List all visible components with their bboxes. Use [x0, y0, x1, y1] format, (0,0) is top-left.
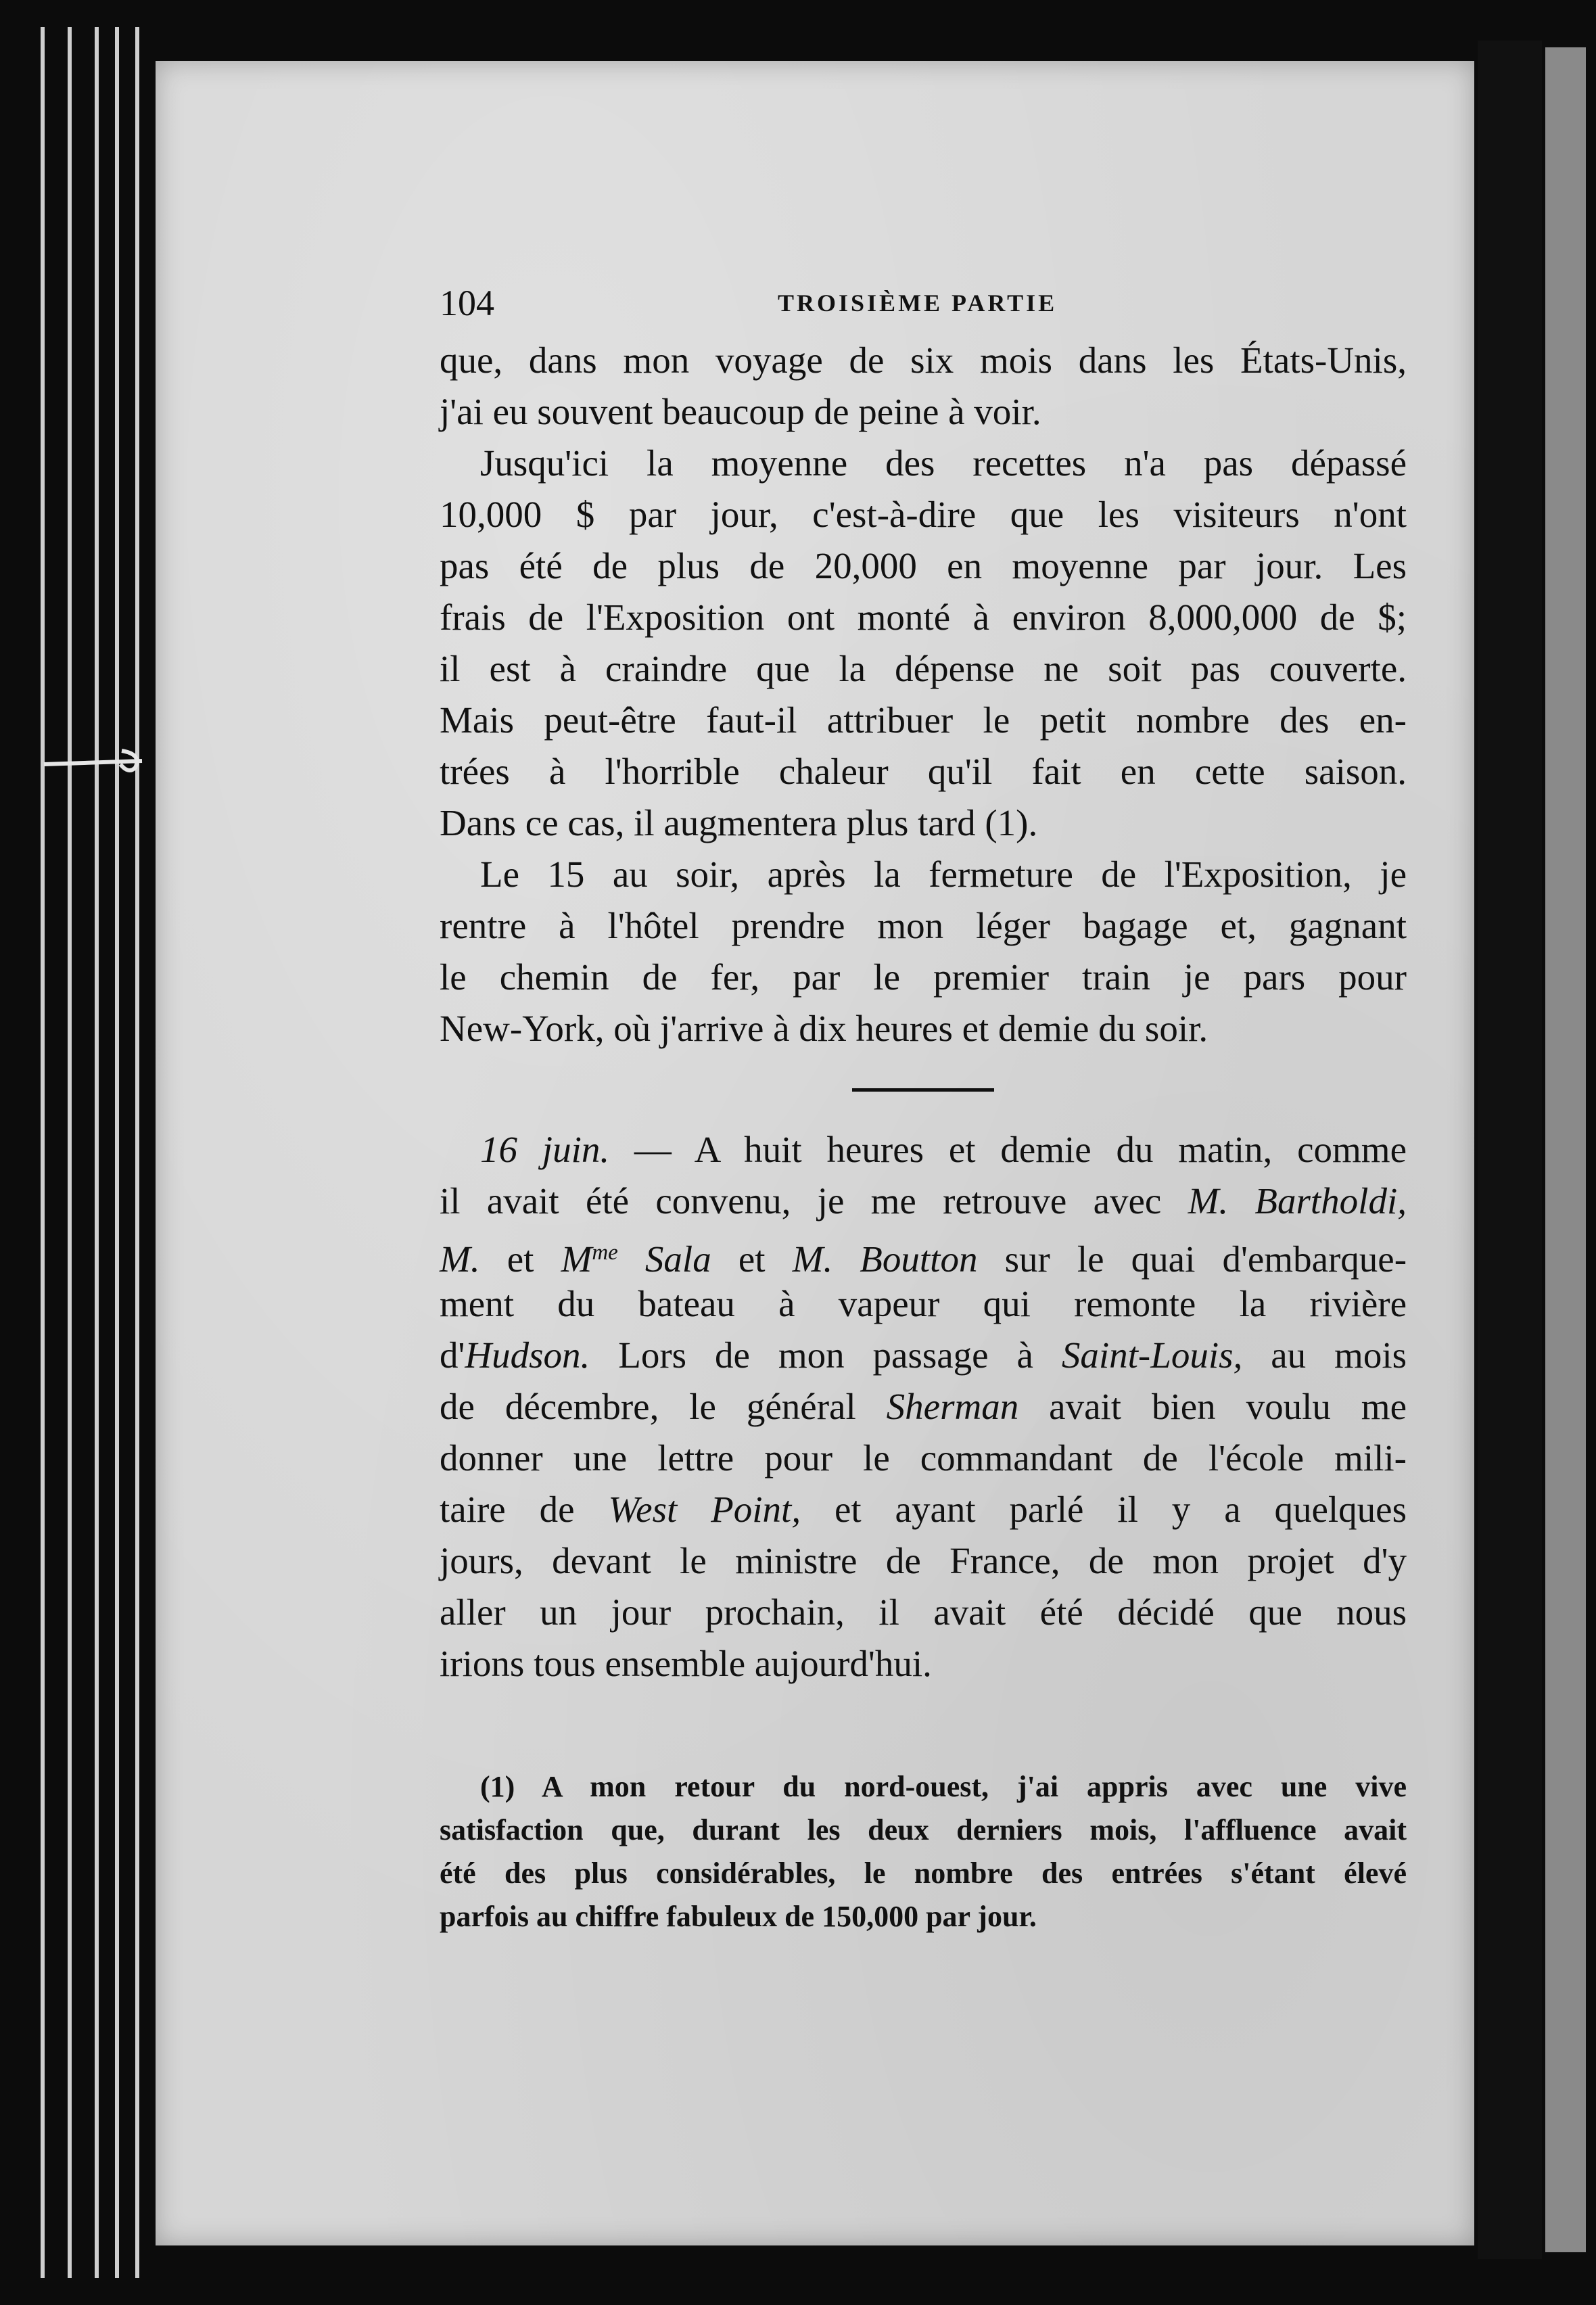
text-run: M: [561, 1238, 592, 1280]
place-name: Saint-Louis,: [1061, 1334, 1243, 1376]
page-body: [440, 335, 1407, 1690]
footnote-line: satisfaction que, durant les deux derniers mois, l'affluence avait: [440, 1813, 1407, 1846]
text-line: Mais peut-être faut-il attribuer le petit nombre des en-: [440, 699, 1407, 741]
footnote-line: été des plus considérables, le nombre des entrées s'étant élevé: [440, 1857, 1407, 1890]
text-line: aller un jour prochain, il avait été décidé que nous: [440, 1591, 1407, 1633]
text-line: [440, 1227, 1407, 1278]
page-edge: [41, 27, 45, 2278]
footnote-line: (1) A mon retour du nord-ouest, j'ai appris avec une vive: [480, 1770, 1407, 1803]
text-line: j'ai eu souvent beaucoup de peine à voir.: [440, 391, 1041, 432]
text-line: New-York, où j'arrive à dix heures et demie du soir.: [440, 1008, 1208, 1049]
footnote: [440, 1765, 1407, 1938]
text-run: taire de: [440, 1489, 575, 1530]
paragraph: [440, 438, 1407, 849]
text-run: Lors de mon passage à: [618, 1334, 1033, 1376]
text-run: sur le quai d'embarque-: [1004, 1238, 1407, 1280]
page-edge: [68, 27, 72, 2278]
text-line: pas été de plus de 20,000 en moyenne par jour. Les: [440, 545, 1407, 586]
text-line: rentre à l'hôtel prendre mon léger bagage et, gagnant: [440, 905, 1407, 946]
text-line: il est à craindre que la dépense ne soit pas couverte.: [440, 648, 1407, 689]
text-line: le chemin de fer, par le premier train je pars pour: [440, 956, 1407, 998]
page-edge: [135, 27, 139, 2278]
text-run: Sala: [644, 1238, 711, 1280]
text-run: d': [440, 1334, 465, 1376]
page-edge: [95, 27, 99, 2278]
text-run: — A huit heures et demie du matin, comme: [634, 1129, 1407, 1170]
text-line: [440, 1330, 1407, 1381]
text-line: irions tous ensemble aujourd'hui.: [440, 1643, 932, 1684]
text-run: au mois: [1271, 1334, 1407, 1376]
paragraph: [440, 1124, 1407, 1690]
facing-page-edge: [1545, 47, 1586, 2252]
text-line: Le 15 au soir, après la fermeture de l'Exposition, je: [480, 854, 1407, 895]
text-run: de décembre, le général: [440, 1386, 856, 1427]
place-name: West Point,: [608, 1489, 801, 1530]
text-line: [440, 1124, 1407, 1175]
paragraph: [440, 335, 1407, 438]
page-number: 104: [440, 283, 494, 323]
text-line: ment du bateau à vapeur qui remonte la rivière: [440, 1283, 1407, 1324]
text-line: que, dans mon voyage de six mois dans les États-Unis,: [440, 340, 1407, 381]
margin-pencil-mark: [41, 737, 149, 778]
superscript: me: [592, 1240, 618, 1265]
text-line: 10,000 $ par jour, c'est-à-dire que les visiteurs n'ont: [440, 494, 1407, 535]
page-header: [440, 283, 1407, 323]
text-line: Jusqu'ici la moyenne des recettes n'a pas dépassé: [480, 442, 1407, 484]
text-line: [440, 1381, 1407, 1433]
footnote-line: parfois au chiffre fabuleux de 150,000 par jour.: [440, 1900, 1037, 1933]
text-run: et: [738, 1238, 766, 1280]
paragraph: [440, 849, 1407, 1054]
text-line: Dans ce cas, il augmentera plus tard (1).: [440, 802, 1038, 843]
text-line: trées à l'horrible chaleur qu'il fait en cette saison.: [440, 751, 1407, 792]
text-line: jours, devant le ministre de France, de mon projet d'y: [440, 1540, 1407, 1581]
text-run: il avait été convenu, je me retrouve avec: [440, 1180, 1162, 1221]
person-name: Sherman: [886, 1386, 1019, 1427]
text-line: frais de l'Exposition ont monté à environ 8,000,000 de $;: [440, 597, 1407, 638]
page-edge: [115, 27, 119, 2278]
text-run: avait bien voulu me: [1049, 1386, 1407, 1427]
section-divider: [852, 1088, 994, 1092]
running-head: TROISIÈME PARTIE: [778, 289, 1058, 317]
person-name: M. Boutton: [792, 1238, 978, 1280]
text-line: donner une lettre pour le commandant de l'école mili-: [440, 1437, 1407, 1479]
place-name: Hudson.: [465, 1334, 590, 1376]
text-line: [440, 1484, 1407, 1535]
text-run: et ayant parlé il y a quelques: [834, 1489, 1407, 1530]
date-label: 16 juin.: [480, 1129, 610, 1170]
person-name: [561, 1238, 711, 1280]
text-line: [440, 1175, 1407, 1227]
person-name: M.: [440, 1238, 480, 1280]
person-name: M. Bartholdi,: [1188, 1180, 1407, 1221]
text-run: et: [507, 1238, 534, 1280]
binding-gutter: [1478, 41, 1542, 2259]
